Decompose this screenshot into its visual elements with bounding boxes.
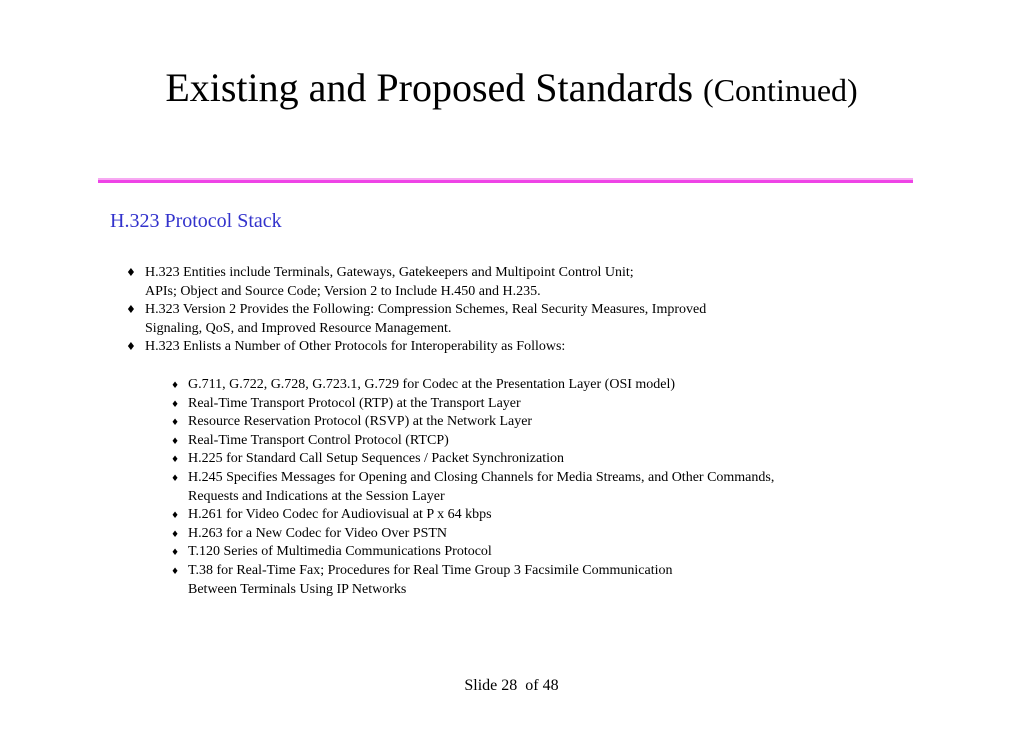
slide-title	[0, 64, 1023, 114]
sub-bullet-item	[171, 413, 774, 432]
main-bullet-item	[126, 338, 706, 357]
diamond-bullet-icon: ♦	[126, 266, 136, 279]
sub-bullet-item	[171, 562, 774, 599]
sub-bullet-list	[171, 376, 774, 599]
diamond-bullet-icon: ♦	[171, 473, 180, 484]
diamond-bullet-icon: ♦	[171, 455, 180, 466]
sub-bullet-item	[171, 469, 774, 506]
diamond-bullet-icon: ♦	[171, 548, 180, 559]
sub-bullet-item	[171, 432, 774, 451]
diamond-bullet-icon: ♦	[171, 399, 180, 410]
bullet-text-line: APIs; Object and Source Code; Version 2 to Include H.450 and H.235.	[145, 283, 541, 299]
sub-bullet-item	[171, 506, 774, 525]
sub-bullet-item	[171, 395, 774, 414]
sub-bullet-item	[171, 543, 774, 562]
sub-bullet-item	[171, 450, 774, 469]
bullet-text-line: H.323 Enlists a Number of Other Protocols for Interoperability as Follows:	[145, 339, 566, 355]
bullet-text-line: Real-Time Transport Protocol (RTP) at the Transport Layer	[188, 395, 521, 411]
bullet-text-line: Signaling, QoS, and Improved Resource Management.	[145, 320, 452, 336]
sub-bullet-item	[171, 525, 774, 544]
diamond-bullet-icon: ♦	[171, 381, 180, 391]
section-heading: H.323 Protocol Stack	[110, 210, 282, 232]
main-bullet-item	[126, 264, 706, 301]
slide-title-main: Existing and Proposed Standards	[165, 65, 694, 110]
bullet-text-line: T.38 for Real-Time Fax; Procedures for Real Time Group 3 Facsimile Communication	[188, 562, 673, 578]
bullet-text-line: Resource Reservation Protocol (RSVP) at the Network Layer	[188, 414, 533, 430]
divider-line-dark	[98, 180, 913, 183]
diamond-bullet-icon: ♦	[171, 511, 180, 522]
bullet-text-line: Between Terminals Using IP Networks	[188, 581, 407, 597]
bullet-text-line: H.323 Entities include Terminals, Gateways, Gatekeepers and Multipoint Control Unit;	[145, 265, 634, 280]
diamond-bullet-icon: ♦	[171, 529, 180, 540]
diamond-bullet-icon: ♦	[171, 436, 180, 447]
main-bullet-list	[126, 264, 706, 357]
bullet-text-line: H.263 for a New Codec for Video Over PSTN	[188, 525, 448, 541]
bullet-text-line: H.225 for Standard Call Setup Sequences / Packet Synchronization	[188, 451, 564, 467]
main-bullet-item	[126, 301, 706, 338]
title-divider	[98, 178, 913, 184]
diamond-bullet-icon: ♦	[171, 566, 180, 577]
bullet-text-line: H.323 Version 2 Provides the Following: Compression Schemes, Real Security Measures, Improved	[145, 302, 707, 318]
bullet-text-line: H.261 for Video Codec for Audiovisual at P x 64 kbps	[188, 507, 492, 523]
bullet-text-line: T.120 Series of Multimedia Communications Protocol	[188, 544, 492, 560]
bullet-text-line: G.711, G.722, G.728, G.723.1, G.729 for Codec at the Presentation Layer (OSI model)	[188, 377, 676, 392]
sub-bullet-item	[171, 376, 774, 395]
slide-number: Slide 28 of 48	[464, 677, 559, 694]
bullet-text-line: Requests and Indications at the Session Layer	[188, 488, 445, 504]
diamond-bullet-icon: ♦	[126, 303, 136, 317]
bullet-text-line: Real-Time Transport Control Protocol (RTCP)	[188, 432, 449, 448]
diamond-bullet-icon: ♦	[171, 418, 180, 429]
slide-title-sub: (Continued)	[703, 72, 858, 108]
diamond-bullet-icon: ♦	[126, 340, 136, 354]
bullet-text-line: H.245 Specifies Messages for Opening and Closing Channels for Media Streams, and Other Commands,	[188, 469, 775, 485]
